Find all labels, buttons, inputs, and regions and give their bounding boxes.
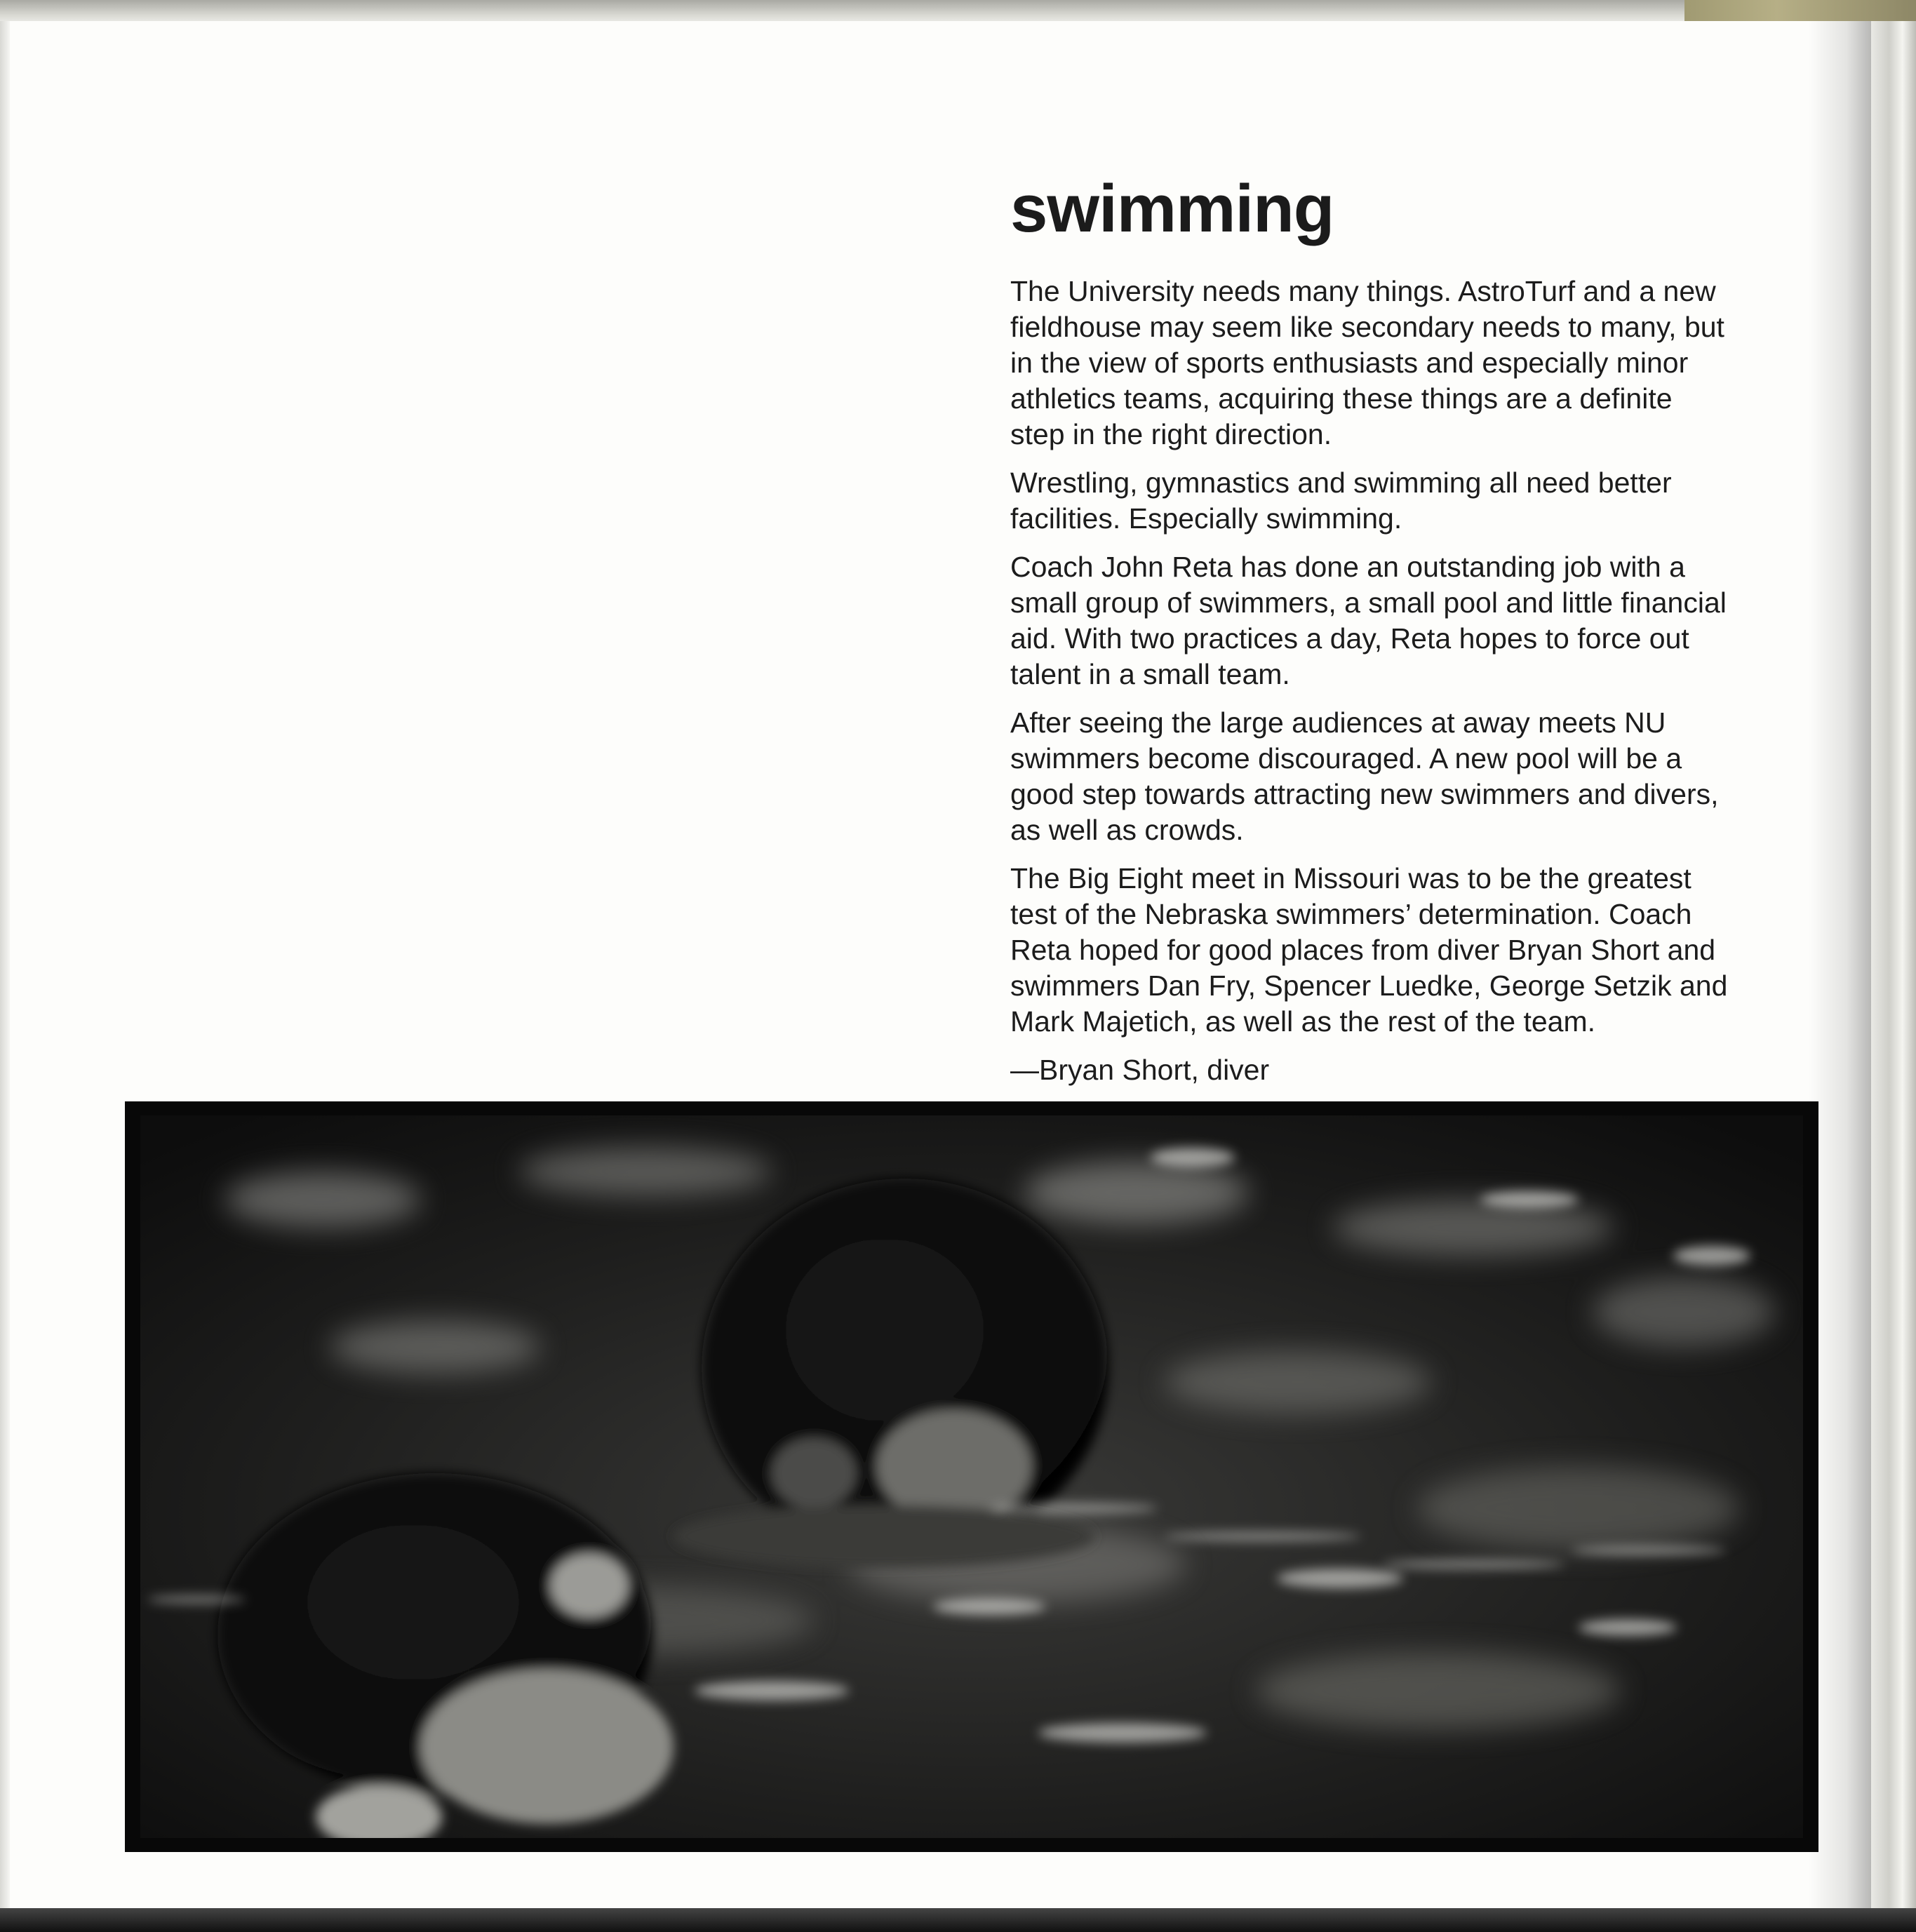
swimmers-photo-frame (125, 1101, 1818, 1852)
paragraph-3: Coach John Reta has done an outstanding job with a small group of swimmers, a small pool and little financial aid. With two practices a day, Reta hopes to force out talent in a small team. (1010, 551, 1727, 690)
article-body (1010, 274, 1824, 1101)
paragraph-5: The Big Eight meet in Missouri was to be the greatest test of the Nebraska swimmers’ determination. Coach Reta hoped for good places from diver Bryan Short and swimmers Dan Fry, Spencer Luedke, George Setzik and Mark Majetich, as well as the rest of the team. (1010, 862, 1728, 1038)
swimmers-photo (140, 1115, 1803, 1838)
paragraph-4: After seeing the large audiences at away meets NU swimmers become discouraged. A new pool will be a good step towards attracting new swimmers and divers, as well as crowds. (1010, 706, 1719, 846)
gutter-shadow (1809, 21, 1872, 1908)
byline: —Bryan Short, diver (1010, 1054, 1270, 1086)
paragraph-2: Wrestling, gymnastics and swimming all need better facilities. Especially swimming. (1010, 467, 1672, 535)
page-title: swimming (1010, 171, 1334, 246)
page-left-edge (0, 21, 10, 1908)
yearbook-page (0, 21, 1872, 1908)
book-page-stack (1871, 21, 1916, 1908)
paragraph-1: The University needs many things. AstroTurf and a new fieldhouse may seem like secondary needs to many, but in the view of sports enthusiasts and especially minor athletics teams, acquiring these things are a definite step in the right direction. (1010, 275, 1724, 450)
book-bottom-edge (0, 1908, 1916, 1932)
